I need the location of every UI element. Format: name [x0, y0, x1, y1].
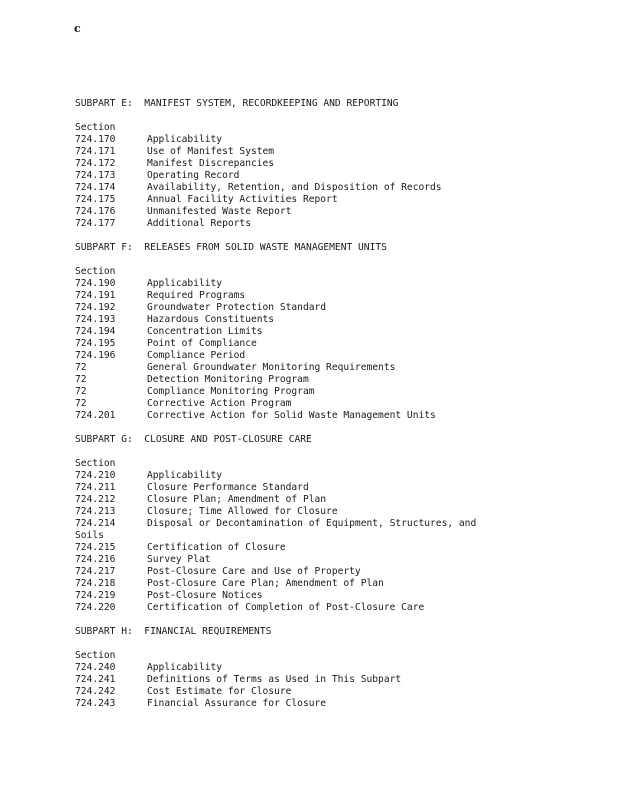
section-title: Unmanifested Waste Report	[147, 206, 292, 217]
section-label: Section	[75, 650, 116, 661]
subpart-heading: SUBPART H: FINANCIAL REQUIREMENTS	[75, 626, 272, 637]
toc-row	[75, 566, 605, 578]
section-title: Compliance Period	[147, 350, 246, 361]
toc-row	[75, 674, 605, 686]
subpart-heading: SUBPART G: CLOSURE AND POST-CLOSURE CARE	[75, 434, 312, 445]
section-title: Corrective Action for Solid Waste Management Units	[147, 410, 436, 421]
section-title: Compliance Monitoring Program	[147, 386, 315, 397]
spacer	[75, 638, 605, 650]
subpart-heading: SUBPART E: MANIFEST SYSTEM, RECORDKEEPING AND REPORTING	[75, 98, 399, 109]
section-title: Post-Closure Notices	[147, 590, 263, 601]
section-title: Certification of Completion of Post-Closure Care	[147, 602, 425, 613]
section-number: 724.211	[75, 482, 116, 493]
section-number: 724.213	[75, 506, 116, 517]
section-number: 724.175	[75, 194, 116, 205]
toc-row	[75, 554, 605, 566]
section-number: 724.193	[75, 314, 116, 325]
toc-row	[75, 194, 605, 206]
section-number: 724.201	[75, 410, 116, 421]
section-title-continuation: Soils	[75, 530, 104, 541]
section-number: 724.192	[75, 302, 116, 313]
toc-row	[75, 362, 605, 374]
toc-row	[75, 146, 605, 158]
section-title: Certification of Closure	[147, 542, 286, 553]
section-title: Required Programs	[147, 290, 246, 301]
section-number: 724.194	[75, 326, 116, 337]
section-title: Availability, Retention, and Disposition of Records	[147, 182, 442, 193]
section-title: Detection Monitoring Program	[147, 374, 309, 385]
section-number: 724.216	[75, 554, 116, 565]
section-number: 724.218	[75, 578, 116, 589]
section-title: Concentration Limits	[147, 326, 263, 337]
toc-row	[75, 338, 605, 350]
section-number: 724.177	[75, 218, 116, 229]
toc-row	[75, 494, 605, 506]
section-title: Closure; Time Allowed for Closure	[147, 506, 338, 517]
toc-row	[75, 602, 605, 614]
toc-row	[75, 590, 605, 602]
section-title: Applicability	[147, 278, 223, 289]
toc-row	[75, 386, 605, 398]
toc-row	[75, 518, 605, 530]
section-number: 724.195	[75, 338, 116, 349]
section-title: Post-Closure Care Plan; Amendment of Plan	[147, 578, 384, 589]
toc-row	[75, 182, 605, 194]
section-title: Operating Record	[147, 170, 240, 181]
section-title: Closure Performance Standard	[147, 482, 309, 493]
subpart-block	[75, 434, 605, 626]
section-title: Additional Reports	[147, 218, 251, 229]
section-number: 72	[75, 398, 87, 409]
toc-row	[75, 170, 605, 182]
section-number: 724.176	[75, 206, 116, 217]
section-title: Applicability	[147, 134, 223, 145]
section-number: 724.241	[75, 674, 116, 685]
toc-row	[75, 482, 605, 494]
toc-row	[75, 506, 605, 518]
section-number: 724.242	[75, 686, 116, 697]
toc-row	[75, 278, 605, 290]
section-title: Closure Plan; Amendment of Plan	[147, 494, 327, 505]
subpart-heading: SUBPART F: RELEASES FROM SOLID WASTE MANAGEMENT UNITS	[75, 242, 387, 253]
section-title: Applicability	[147, 662, 223, 673]
page-mark: c	[74, 22, 81, 35]
toc-row	[75, 662, 605, 674]
toc-row	[75, 470, 605, 482]
section-number: 724.240	[75, 662, 116, 673]
section-title: Use of Manifest System	[147, 146, 275, 157]
section-number: 724.171	[75, 146, 116, 157]
section-number: 724.217	[75, 566, 116, 577]
spacer	[75, 446, 605, 458]
section-title: Cost Estimate for Closure	[147, 686, 292, 697]
toc-row	[75, 302, 605, 314]
toc-row	[75, 350, 605, 362]
toc-row	[75, 398, 605, 410]
toc-row	[75, 578, 605, 590]
table-of-contents	[75, 98, 605, 710]
toc-row	[75, 542, 605, 554]
section-number: 724.173	[75, 170, 116, 181]
section-number: 724.220	[75, 602, 116, 613]
section-title: Point of Compliance	[147, 338, 257, 349]
toc-row	[75, 686, 605, 698]
section-number: 72	[75, 362, 87, 373]
toc-row	[75, 698, 605, 710]
section-number: 724.214	[75, 518, 116, 529]
section-number: 724.174	[75, 182, 116, 193]
toc-row	[75, 206, 605, 218]
toc-row	[75, 314, 605, 326]
subpart-block	[75, 626, 605, 710]
section-number: 724.212	[75, 494, 116, 505]
section-title: Annual Facility Activities Report	[147, 194, 338, 205]
section-title: Disposal or Decontamination of Equipment, Structures, and	[147, 518, 477, 529]
section-title: Definitions of Terms as Used in This Subpart	[147, 674, 402, 685]
section-title: Manifest Discrepancies	[147, 158, 275, 169]
spacer	[75, 614, 605, 626]
section-title: Corrective Action Program	[147, 398, 292, 409]
section-number: 724.243	[75, 698, 116, 709]
section-number: 724.170	[75, 134, 116, 145]
section-title: Hazardous Constituents	[147, 314, 275, 325]
toc-row	[75, 218, 605, 230]
toc-row	[75, 134, 605, 146]
section-number: 724.172	[75, 158, 116, 169]
section-number: 724.196	[75, 350, 116, 361]
section-label: Section	[75, 458, 116, 469]
section-label: Section	[75, 266, 116, 277]
spacer	[75, 230, 605, 242]
toc-row	[75, 410, 605, 422]
section-number: 724.191	[75, 290, 116, 301]
toc-row	[75, 374, 605, 386]
section-number: 724.210	[75, 470, 116, 481]
subpart-block	[75, 98, 605, 242]
section-title: Groundwater Protection Standard	[147, 302, 327, 313]
section-title: Survey Plat	[147, 554, 211, 565]
section-number: 72	[75, 374, 87, 385]
section-number: 72	[75, 386, 87, 397]
spacer	[75, 422, 605, 434]
section-title: Financial Assurance for Closure	[147, 698, 327, 709]
toc-row	[75, 326, 605, 338]
toc-row	[75, 158, 605, 170]
section-label: Section	[75, 122, 116, 133]
section-number: 724.219	[75, 590, 116, 601]
spacer	[75, 254, 605, 266]
section-number: 724.190	[75, 278, 116, 289]
section-title: Applicability	[147, 470, 223, 481]
spacer	[75, 110, 605, 122]
subpart-block	[75, 242, 605, 434]
section-title: Post-Closure Care and Use of Property	[147, 566, 361, 577]
section-title: General Groundwater Monitoring Requirements	[147, 362, 396, 373]
section-number: 724.215	[75, 542, 116, 553]
toc-row	[75, 290, 605, 302]
